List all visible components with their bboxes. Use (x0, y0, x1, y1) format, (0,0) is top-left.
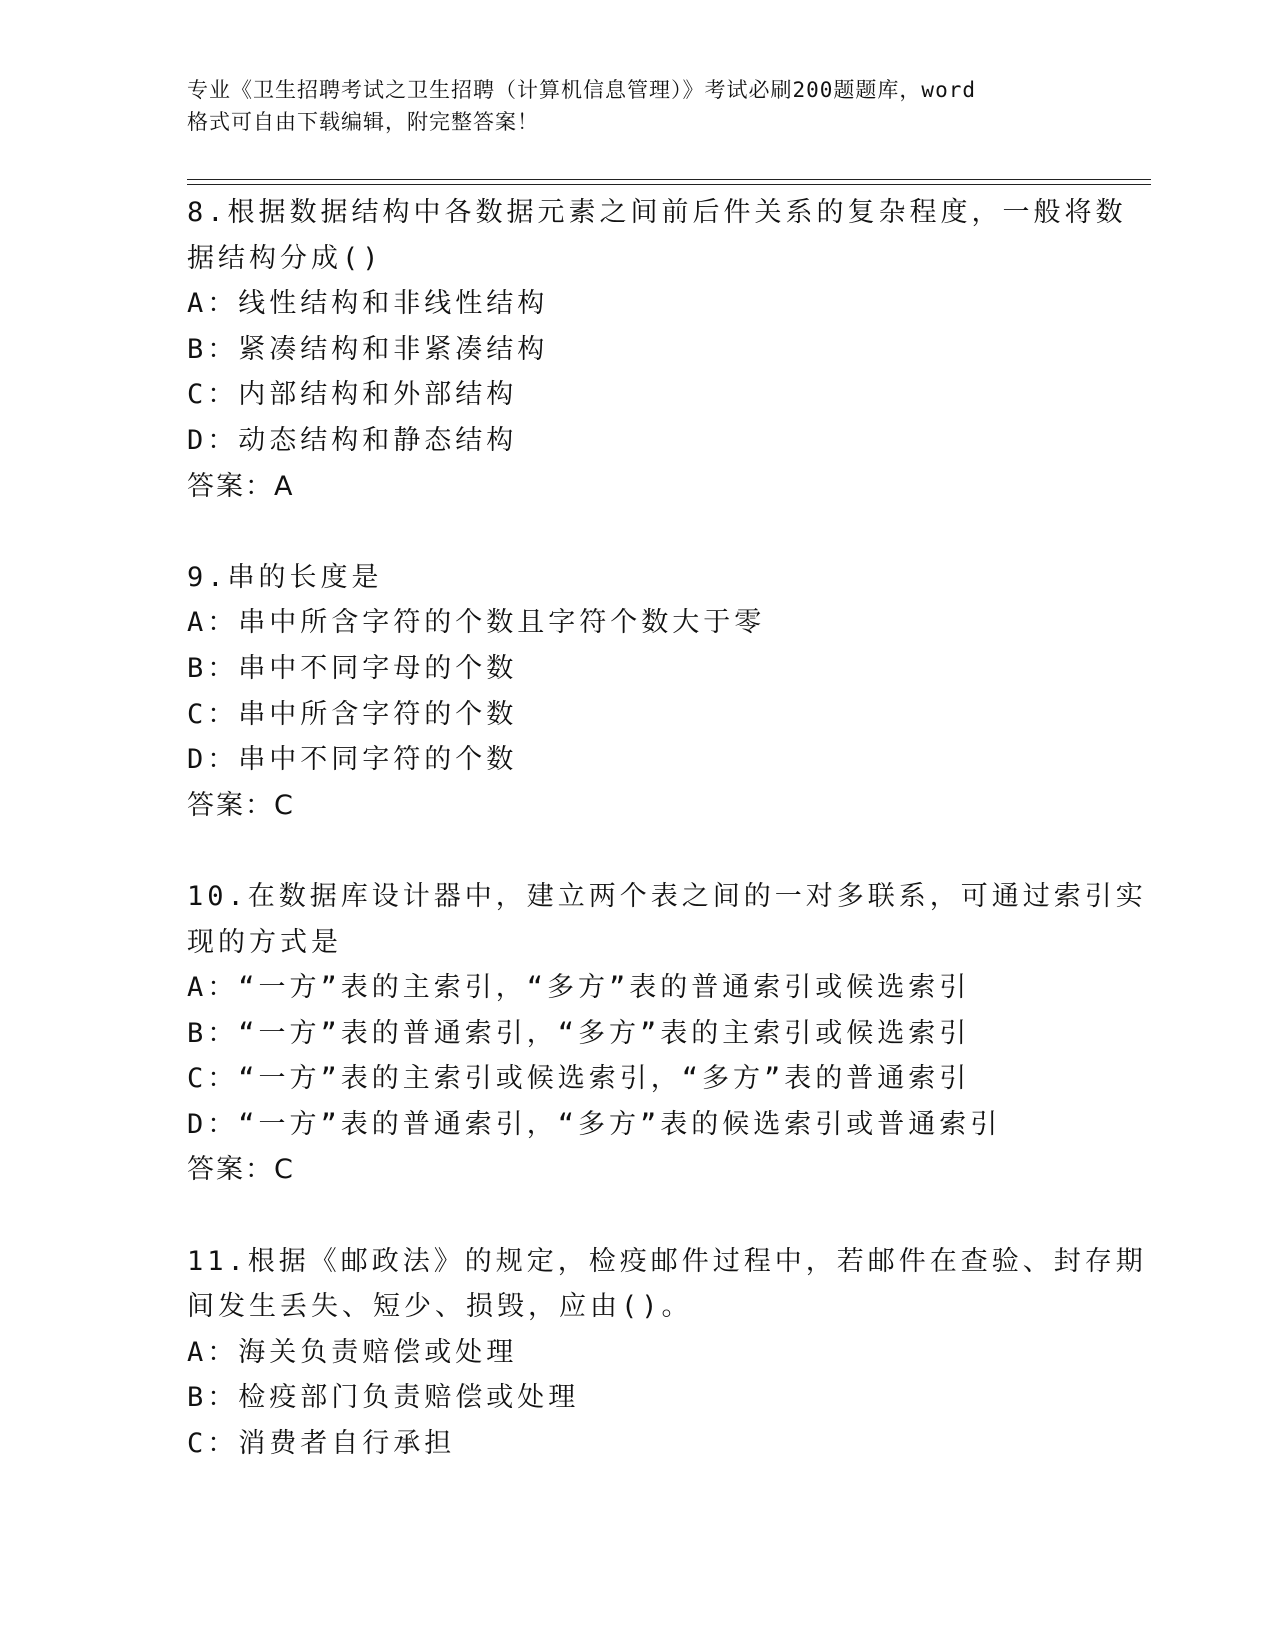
option-b: B：串中不同字母的个数 (187, 652, 518, 684)
option-d: D：“一方”表的普通索引，“多方”表的候选索引或普通索引 (187, 1108, 1002, 1140)
option-a: A：海关负责赔偿或处理 (187, 1336, 518, 1368)
question-stem-line: 间发生丢失、短少、损毁，应由()。 (187, 1291, 693, 1323)
option-b: B：检疫部门负责赔偿或处理 (187, 1382, 580, 1414)
option-c: C：串中所含字符的个数 (187, 698, 518, 730)
question-stem-line: 据结构分成() (187, 242, 383, 274)
header-divider-bottom (187, 184, 1151, 185)
option-a: A：串中所含字符的个数且字符个数大于零 (187, 607, 766, 639)
question-9 (187, 555, 1087, 829)
option-c: C：消费者自行承担 (187, 1428, 456, 1460)
question-stem-line: 10.在数据库设计器中，建立两个表之间的一对多联系，可通过索引实 (187, 880, 1147, 912)
option-d: D：动态结构和静态结构 (187, 424, 518, 456)
option-b: B：“一方”表的普通索引，“多方”表的主索引或候选索引 (187, 1017, 971, 1049)
header-divider-top (187, 179, 1151, 180)
question-stem-line: 8.根据数据结构中各数据元素之间前后件关系的复杂程度，一般将数 (187, 197, 1127, 228)
answer-line: 答案：C (187, 789, 295, 821)
answer-line: 答案：C (187, 1154, 295, 1186)
option-a: A：线性结构和非线性结构 (187, 288, 549, 320)
question-stem-line: 9.串的长度是 (187, 561, 383, 593)
question-list (187, 190, 1147, 1467)
option-a: A：“一方”表的主索引，“多方”表的普通索引或候选索引 (187, 972, 971, 1004)
question-stem-line: 11.根据《邮政法》的规定，检疫邮件过程中，若邮件在查验、封存期 (187, 1245, 1147, 1277)
answer-line: 答案：A (187, 470, 295, 502)
header-line-2: 格式可自由下载编辑，附完整答案！ (187, 110, 539, 134)
question-8 (187, 190, 1127, 509)
document-header (187, 74, 1087, 138)
question-stem-line: 现的方式是 (187, 926, 342, 958)
header-line-1: 专业《卫生招聘考试之卫生招聘（计算机信息管理）》考试必刷200题题库，word (187, 78, 976, 102)
option-b: B：紧凑结构和非紧凑结构 (187, 333, 549, 365)
question-10 (187, 874, 1147, 1193)
option-c: C：“一方”表的主索引或候选索引，“多方”表的普通索引 (187, 1063, 971, 1095)
option-d: D：串中不同字符的个数 (187, 744, 518, 776)
question-11 (187, 1239, 1147, 1467)
option-c: C：内部结构和外部结构 (187, 379, 518, 411)
